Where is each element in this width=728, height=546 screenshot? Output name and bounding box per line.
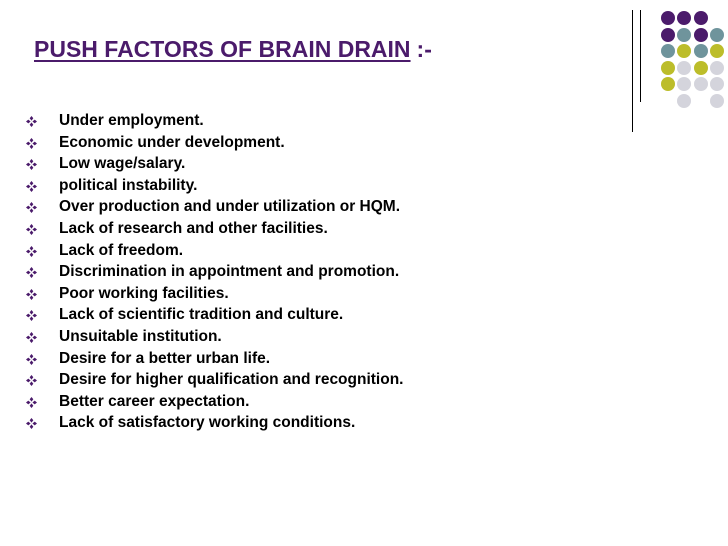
decorative-dot <box>694 44 708 58</box>
bullet-item <box>26 218 403 240</box>
bullet-item <box>26 110 403 132</box>
bullet-text: Better career expectation. <box>59 392 250 410</box>
bullet-item <box>26 348 403 370</box>
bullet-item <box>26 240 403 262</box>
bullet-item <box>26 283 403 305</box>
decorative-dot <box>710 28 724 42</box>
decorative-dot <box>677 61 691 75</box>
decorative-dot <box>710 44 724 58</box>
bullet-item <box>26 412 403 434</box>
decorative-dot <box>677 28 691 42</box>
bullet-text: Economic under development. <box>59 133 285 151</box>
decorative-dot <box>710 94 724 108</box>
decorative-dot <box>661 28 675 42</box>
bullet-text: political instability. <box>59 176 198 194</box>
bullet-item <box>26 175 403 197</box>
bullet-item <box>26 196 403 218</box>
bullet-text: Under employment. <box>59 112 204 129</box>
bullet-text: Lack of freedom. <box>59 241 184 259</box>
diamond-bullet-icon <box>26 246 37 257</box>
bullet-text: Poor working facilities. <box>59 284 229 302</box>
bullet-item <box>26 304 403 326</box>
decorative-dot <box>677 77 691 91</box>
bullet-text: Unsuitable institution. <box>59 327 222 345</box>
decorative-dot <box>661 77 675 91</box>
decorative-dot <box>694 11 708 25</box>
decorative-dot <box>677 94 691 108</box>
bullet-item <box>26 153 403 175</box>
diamond-bullet-icon <box>26 138 37 149</box>
decorative-dot <box>710 61 724 75</box>
diamond-bullet-icon <box>26 267 37 278</box>
bullet-text: Discrimination in appointment and promotion. <box>59 263 400 281</box>
bullet-text: Lack of scientific tradition and culture. <box>59 306 344 324</box>
decorative-dot <box>710 77 724 91</box>
diamond-bullet-icon <box>26 116 37 127</box>
diamond-bullet-icon <box>26 397 37 408</box>
diamond-bullet-icon <box>26 332 37 343</box>
decorative-dot <box>677 44 691 58</box>
decorative-dot <box>661 44 675 58</box>
bullet-list <box>26 110 403 434</box>
diamond-bullet-icon <box>26 289 37 300</box>
diamond-bullet-icon <box>26 310 37 321</box>
diamond-bullet-icon <box>26 202 37 213</box>
diamond-bullet-icon <box>26 418 37 429</box>
bullet-text: Desire for a better urban life. <box>59 349 271 367</box>
diamond-bullet-icon <box>26 375 37 386</box>
decorative-dot <box>694 77 708 91</box>
title-suffix: :- <box>416 36 432 62</box>
diamond-bullet-icon <box>26 181 37 192</box>
diamond-bullet-icon <box>26 159 37 170</box>
bullet-text: Over production and under utilization or HQM. <box>59 198 400 216</box>
bullet-text: Low wage/salary. <box>59 155 186 173</box>
decorative-dot <box>677 11 691 25</box>
bullet-text: Lack of satisfactory working conditions. <box>59 414 356 432</box>
decorative-dot <box>661 11 675 25</box>
diamond-bullet-icon <box>26 354 37 365</box>
diamond-bullet-icon <box>26 224 37 235</box>
decorative-dot <box>661 61 675 75</box>
bullet-item <box>26 261 403 283</box>
bullet-item <box>26 369 403 391</box>
bullet-text: Desire for higher qualification and recognition. <box>59 371 404 389</box>
decorative-dot <box>694 61 708 75</box>
bullet-item <box>26 132 403 154</box>
bullet-item <box>26 391 403 413</box>
decorative-dot <box>694 28 708 42</box>
title-text: PUSH FACTORS OF BRAIN DRAIN <box>34 36 411 62</box>
bullet-item <box>26 326 403 348</box>
bullet-text: Lack of research and other facilities. <box>59 219 328 237</box>
